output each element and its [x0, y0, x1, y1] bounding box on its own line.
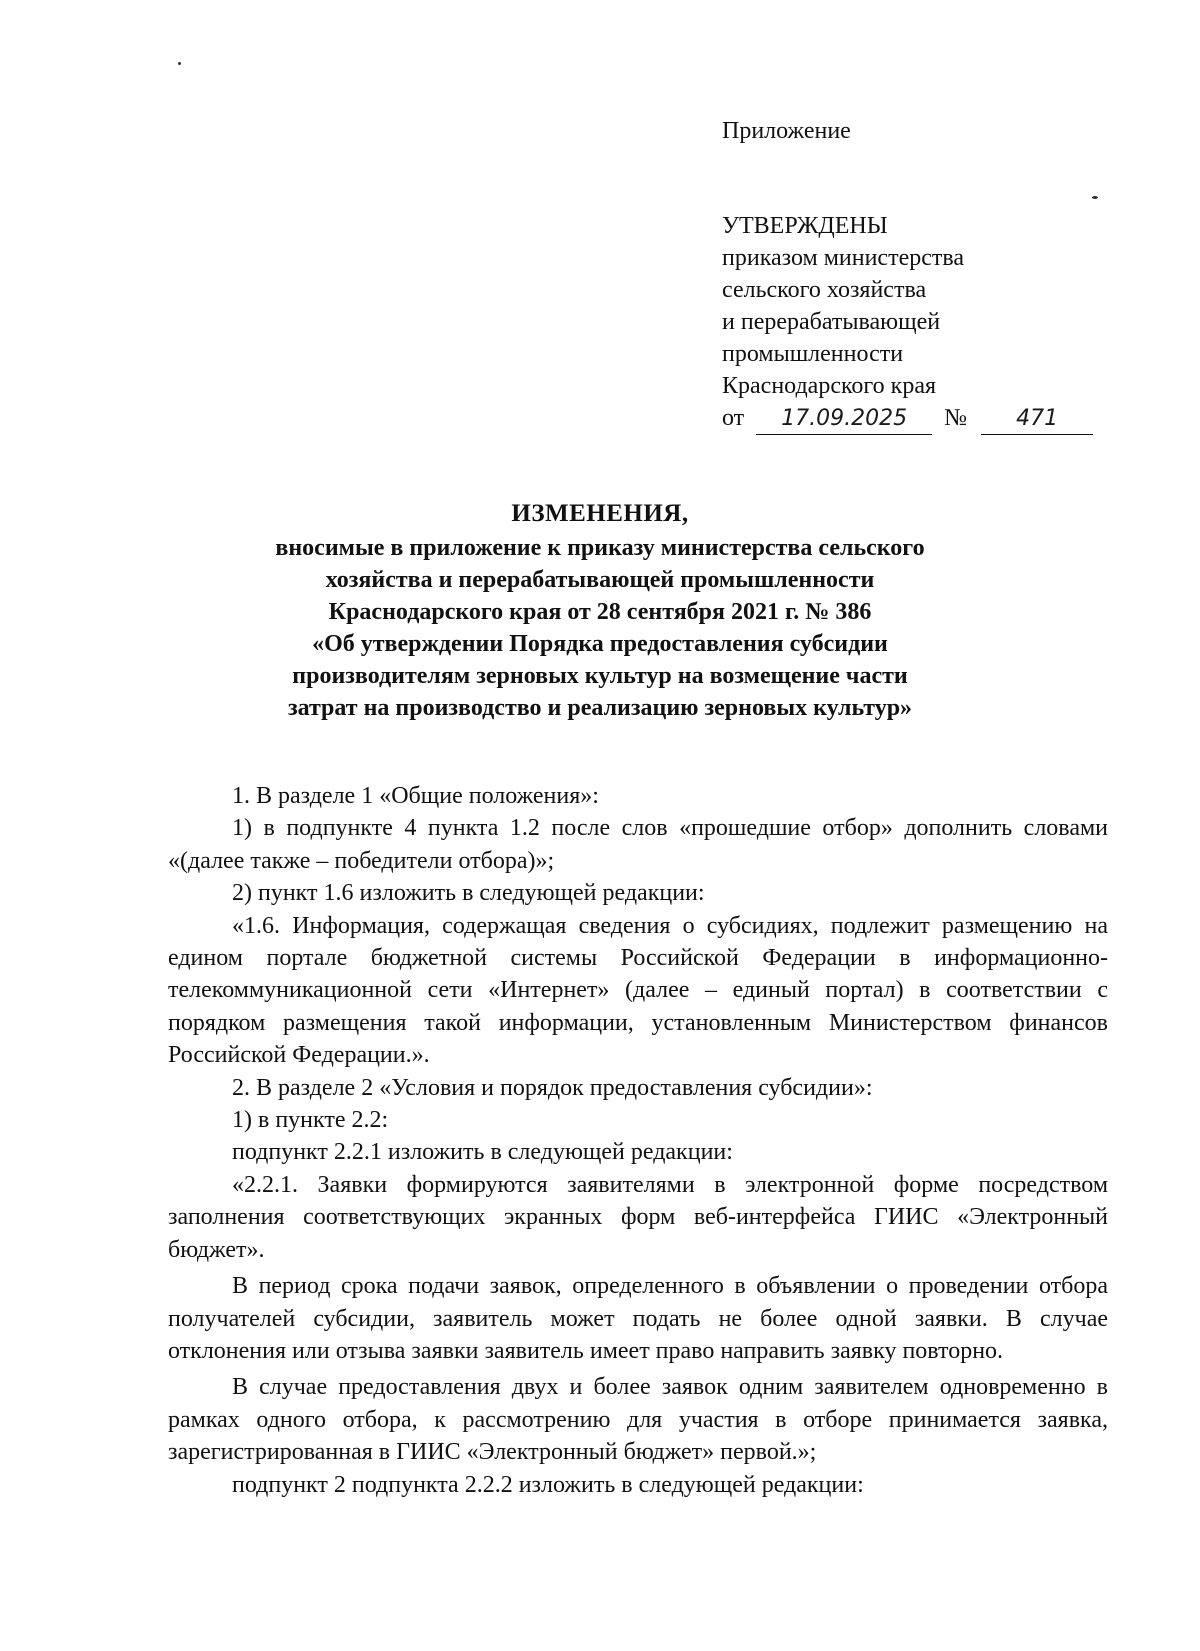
- paragraph: В случае предоставления двух и более заявок одним заявителем одновременно в рамках одного отбора, к рассмотрению для участия в отборе принимается заявка, зарегистрированная в ГИИС «Электронный бюджет» первой.»;: [168, 1374, 1108, 1466]
- paragraph: 2) пункт 1.6 изложить в следующей редакции:: [232, 880, 705, 907]
- approved-line: Краснодарского края: [722, 373, 937, 399]
- paragraph: В период срока подачи заявок, определенного в объявлении о проведении отбора получателей субсидии, заявитель может подать не более одной заявки. В случае отклонения или отзыва заявки заявитель имеет право направить заявку повторно.: [168, 1273, 1108, 1364]
- title-line: хозяйства и перерабатывающей промышленности: [325, 567, 875, 593]
- paragraph: 1) в пункте 2.2:: [232, 1107, 389, 1134]
- document-body: [168, 780, 1108, 1501]
- title-line: затрат на производство и реализацию зерновых культур»: [287, 695, 913, 721]
- paragraph: 2. В разделе 2 «Условия и порядок предоставления субсидии»:: [232, 1074, 873, 1101]
- date-number-line: [722, 402, 1093, 435]
- title-main: ИЗМЕНЕНИЯ,: [511, 500, 689, 527]
- approved-line: приказом министерства: [722, 245, 965, 271]
- paragraph: подпункт 2 подпункта 2.2.2 изложить в следующей редакции:: [232, 1471, 864, 1498]
- paragraph: 1. В разделе 1 «Общие положения»:: [232, 783, 599, 809]
- paragraph: «2.2.1. Заявки формируются заявителями в электронной форме посредством заполнения соответствующих экранных форм веб-интерфейса ГИИС «Электронный бюджет».: [168, 1171, 1108, 1263]
- scan-speck: [178, 62, 181, 65]
- scan-speck: [1092, 196, 1098, 199]
- date-prefix: от: [722, 405, 745, 431]
- approved-title: УТВЕРЖДЕНЫ: [722, 213, 888, 239]
- approved-line: и перерабатывающей: [722, 309, 941, 335]
- paragraph: 1) в подпункте 4 пункта 1.2 после слов «прошедшие отбор» дополнить словами «(далее также – победители отбора)»;: [168, 815, 1108, 874]
- document-title: [150, 498, 1050, 724]
- handwritten-date: 17.09.2025: [756, 406, 932, 435]
- title-line: Краснодарского края от 28 сентября 2021 г. № 386: [328, 599, 872, 625]
- approval-block: [722, 210, 1093, 435]
- approved-line: сельского хозяйства: [722, 277, 927, 303]
- paragraph: «1.6. Информация, содержащая сведения о субсидиях, подлежит размещению на едином портале бюджетной системы Российской Федерации в информационно-телекоммуникационной сети «Интернет» (далее – единый портал) в соответствии с порядком размещения такой информации, установленным Министерством финансов Российской Федерации.».: [168, 912, 1108, 1069]
- title-line: производителям зерновых культур на возмещение части: [292, 663, 908, 689]
- title-line: «Об утверждении Порядка предоставления субсидии: [312, 631, 888, 657]
- number-sign: №: [944, 405, 968, 431]
- approved-line: промышленности: [722, 341, 904, 367]
- title-line: вносимые в приложение к приказу министерства сельского: [275, 535, 925, 561]
- paragraph: подпункт 2.2.1 изложить в следующей редакции:: [232, 1139, 733, 1166]
- handwritten-number: 471: [981, 406, 1093, 435]
- appendix-label: Приложение: [722, 118, 851, 144]
